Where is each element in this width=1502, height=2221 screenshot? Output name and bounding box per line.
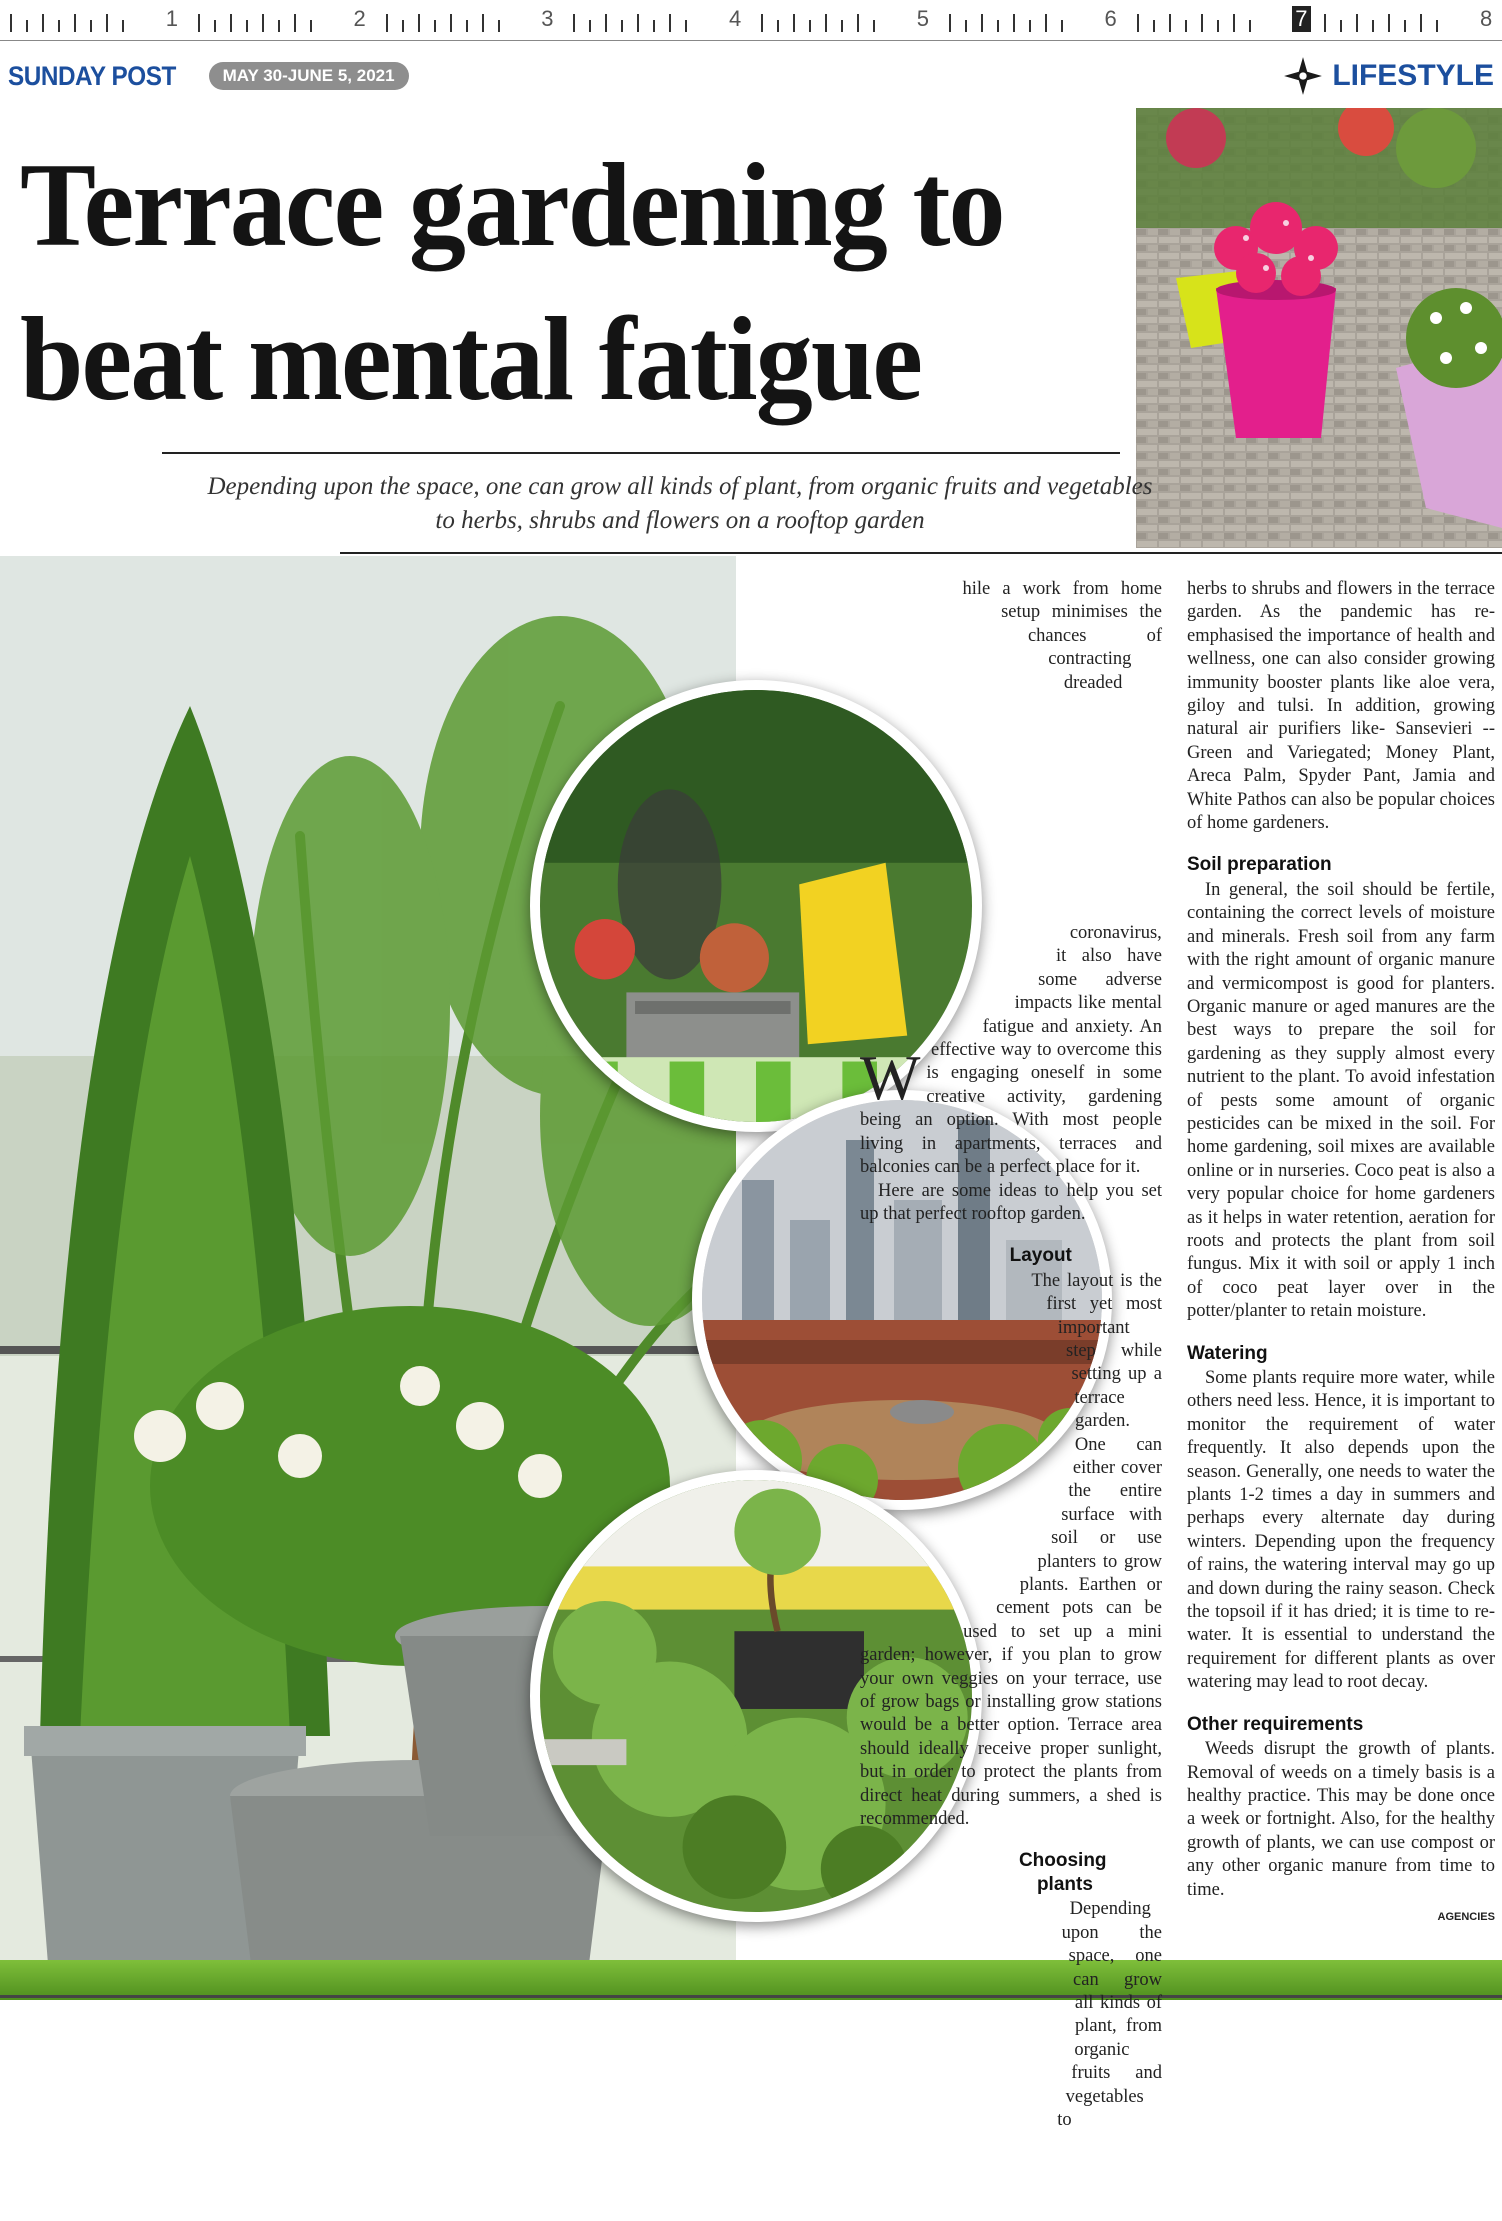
ruler-tick (981, 14, 983, 32)
choosing-plants-paragraph: Depending upon the space, one can grow all kinds of plant, from organic fruits and vegetables to (1057, 1899, 1162, 2130)
ruler-tick (10, 14, 12, 32)
section-label (1282, 56, 1494, 96)
ruler-tick (74, 14, 76, 32)
ruler-tick (1388, 14, 1390, 32)
ruler-tick (1217, 20, 1219, 32)
ruler-tick (669, 14, 671, 32)
ruler-tick (1013, 14, 1015, 32)
standfirst: Depending upon the space, one can grow all kinds of plant, from organic fruits and vegetables to herbs, shrubs and flowers on a rooftop garden (207, 473, 1153, 534)
other-requirements-heading: Other requirements (1187, 1713, 1364, 1735)
soil-preparation-paragraph: In general, the soil should be fertile, containing the correct levels of moisture and minerals. Fresh soil from any farm with the right amount of organic manure and vermicompost is good for planters. Organic manure or aged manures are the best ways to prepare the soil for gardening as they supply almost every nutrient to the plant. To avoid infestation of pests some amount of organic pesticides can be mixed in the soil. For home gardening, soil mixes are available online or in nurseries. Coco peat is also a very popular choice for home gardeners as it helps in water retention, aeration for roots and protects the plant from soil fungus. Mix it with soil or apply 1 inch of coco peat layer over in the potter/planter to retain moisture. (1187, 879, 1495, 1322)
ruler-tick (1029, 20, 1031, 32)
ruler-tick (653, 20, 655, 32)
ruler-tick (294, 14, 296, 32)
ruler-tick (777, 20, 779, 32)
ruler-tick (685, 20, 687, 32)
headline-line-1: Terrace gardening to (20, 138, 1004, 271)
ruler-tick (1324, 14, 1326, 32)
ruler-tick (825, 14, 827, 32)
page-bottom-rule (0, 1995, 1502, 1998)
ruler-tick (198, 14, 200, 32)
ruler-tick (1233, 14, 1235, 32)
ruler-tick (434, 20, 436, 32)
publication-name: SUNDAY POST (8, 60, 176, 91)
ruler-tick (1436, 20, 1438, 32)
ruler-tick (262, 14, 264, 32)
ruler-page-number: 3 (541, 6, 554, 31)
masthead (8, 56, 409, 96)
ruler-tick (1061, 20, 1063, 32)
bottom-grass-strip (0, 1960, 1502, 2000)
article-column-1 (860, 578, 1162, 2130)
headline-line-2: beat mental fatigue (20, 292, 922, 425)
ruler-page-number: 5 (916, 6, 929, 31)
ruler-tick (761, 14, 763, 32)
ruler-tick (58, 20, 60, 32)
ruler-tick (1153, 20, 1155, 32)
issue-date-badge: MAY 30-JUNE 5, 2021 (209, 62, 409, 90)
ruler-tick (793, 14, 795, 32)
ruler-tick (214, 20, 216, 32)
ruler-tick (1169, 14, 1171, 32)
layout-heading: Layout (1009, 1245, 1072, 1267)
credit-line: AGENCIES (1437, 1910, 1495, 1923)
watering-heading: Watering (1187, 1342, 1268, 1364)
intro-paragraph: W hile a work from home setup minimises the chances of contracting dreaded coronavirus, it also have some adverse impacts like mental fatigue and anxiety. An effective way to overcome this is engaging oneself in some creative activity, gardening being an option. With most people living in apartments, terraces and balconies can be a perfect place for it. (860, 579, 1162, 1178)
ruler-tick (1249, 20, 1251, 32)
ruler-tick (310, 20, 312, 32)
ruler-tick (466, 20, 468, 32)
ruler-tick (498, 20, 500, 32)
ruler-tick (841, 20, 843, 32)
drop-cap: W (860, 1042, 921, 1113)
soil-preparation-heading: Soil preparation (1187, 854, 1332, 876)
ruler-page-number: 2 (353, 6, 366, 31)
ruler-tick (589, 20, 591, 32)
ruler-tick (573, 14, 575, 32)
ruler-tick (42, 14, 44, 32)
ruler-tick (997, 20, 999, 32)
ruler-tick (621, 20, 623, 32)
ruler-tick (1420, 14, 1422, 32)
article-headline (20, 128, 1094, 436)
ruler-tick (418, 14, 420, 32)
ruler-tick (1372, 20, 1374, 32)
ruler-tick (386, 14, 388, 32)
page-ruler (0, 0, 1502, 41)
choosing-plants-continued: herbs to shrubs and flowers in the terrace garden. As the pandemic has re-emphasised the importance of health and wellness, one can also consider growing immunity booster plants like aloe vera, giloy and tulsi. In addition, growing natural air purifiers like- Sansevieri -- Green and Variegated; Money Plant, Areca Palm, Spyder Pant, Jamia and White Pathos can also be popular choices of home gardeners. (1187, 579, 1495, 834)
layout-paragraph: The layout is the first yet most important step while setting up a terrace garden. One can either cover the entire surface with soil or use planters to grow plants. Earthen or cement pots can be used to set up a mini garden; however, if you plan to grow your own veggies on your terrace, use of grow bags or installing grow stations would be a better option. Terrace area should ideally receive proper sunlight, but in order to protect the plants from direct heat during summers, a shed is recommended. (860, 1270, 1162, 1830)
ruler-tick (965, 20, 967, 32)
ruler-tick (90, 20, 92, 32)
flower-pot-photo (1136, 108, 1502, 548)
ruler-tick (1201, 14, 1203, 32)
ruler-tick (1045, 14, 1047, 32)
headline-rule (162, 452, 1120, 454)
ruler-tick (122, 20, 124, 32)
intro-paragraph-2: Here are some ideas to help you set up that perfect rooftop garden. (860, 1180, 1162, 1224)
standfirst-rule (340, 552, 1502, 554)
ruler-tick (278, 20, 280, 32)
watering-paragraph: Some plants require more water, while others need less. Hence, it is important to monitor the requirement of water frequently. It also depends upon the season. Generally, one needs to water the plants 1-2 times a day in summers and perhaps every alternate day during winters. Depending upon the frequency of rains, the watering interval may go up and down during the rainy season. Check the topsoil if it has dried; it is time to re-water. It is essential to understand the requirement for different plants as over watering may lead to root decay. (1187, 1368, 1495, 1693)
ruler-page-number: 8 (1480, 6, 1493, 31)
ruler-tick (949, 14, 951, 32)
ruler-tick (1404, 20, 1406, 32)
ruler-tick (26, 20, 28, 32)
ruler-page-number: 6 (1104, 6, 1117, 31)
article-column-2 (1187, 578, 1495, 1929)
ruler-tick (873, 20, 875, 32)
ruler-page-number: 4 (729, 6, 742, 31)
ruler-tick (605, 14, 607, 32)
ruler-tick (1185, 20, 1187, 32)
ruler-tick (637, 14, 639, 32)
ruler-tick (1340, 20, 1342, 32)
other-requirements-paragraph: Weeds disrupt the growth of plants. Removal of weeds on a timely basis is a healthy practice. This may be done once a week or fortnight. Also, for the healthy growth of plants, we can use compost or any other organic manure from time to time. (1187, 1739, 1495, 1900)
ruler-tick (482, 14, 484, 32)
ruler-tick (1356, 14, 1358, 32)
ruler-page-number: 1 (165, 6, 178, 31)
ruler-tick (246, 20, 248, 32)
compass-star-icon (1282, 55, 1324, 97)
ruler-page-number: 7 (1292, 6, 1310, 32)
section-name: LIFESTYLE (1332, 59, 1494, 92)
ruler-tick (1137, 14, 1139, 32)
ruler-tick (809, 20, 811, 32)
ruler-tick (450, 14, 452, 32)
choosing-plants-heading: Choosing plants (1018, 1850, 1107, 1895)
ruler-tick (106, 14, 108, 32)
ruler-tick (402, 20, 404, 32)
ruler-tick (857, 14, 859, 32)
ruler-tick (230, 14, 232, 32)
